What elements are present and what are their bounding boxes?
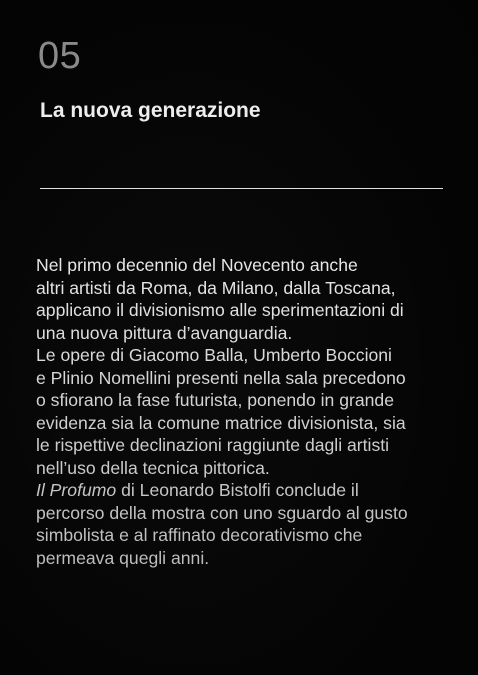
text-line (36, 344, 466, 367)
text-segment: e Plinio Nomellini presenti nella sala precedono (36, 367, 406, 388)
text-segment: nell’uso della tecnica pittorica. (36, 457, 270, 478)
text-segment: o sfiorano la fase futurista, ponendo in grande (36, 390, 394, 410)
text-segment: di Leonardo Bistolfi conclude il (116, 480, 359, 500)
text-line (36, 547, 466, 570)
text-line (36, 322, 466, 345)
text-segment: le rispettive declinazioni raggiunte dagli artisti (36, 435, 390, 455)
text-line (36, 299, 466, 322)
text-line (36, 502, 466, 525)
section-title: La nuova generazione (40, 99, 261, 122)
artwork-title: Il Profumo (36, 480, 117, 500)
text-segment: evidenza sia la comune matrice divisionista, sia (36, 412, 406, 433)
text-segment: altri artisti da Roma, da Milano, dalla Toscana, (36, 277, 396, 298)
text-line (36, 457, 466, 480)
text-segment: applicano il divisionismo alle sperimentazioni di (36, 300, 404, 320)
text-line (36, 277, 466, 300)
text-line (36, 434, 466, 457)
text-line (36, 254, 466, 277)
text-line (36, 389, 466, 412)
text-line (36, 367, 466, 390)
text-line (36, 412, 466, 435)
section-number: 05 (38, 35, 82, 77)
text-segment: Nel primo decennio del Novecento anche (36, 255, 358, 275)
body-text (36, 254, 466, 569)
text-segment: permeava quegli anni. (36, 547, 210, 568)
text-line (36, 479, 466, 502)
text-segment: Le opere di Giacomo Balla, Umberto Boccioni (36, 345, 392, 365)
text-segment: una nuova pittura d’avanguardia. (36, 322, 293, 343)
text-segment: simbolista e al raffinato decorativismo che (36, 525, 363, 545)
text-segment: percorso della mostra con uno sguardo al gusto (36, 502, 408, 523)
text-line (36, 524, 466, 547)
divider-rule (40, 188, 443, 189)
